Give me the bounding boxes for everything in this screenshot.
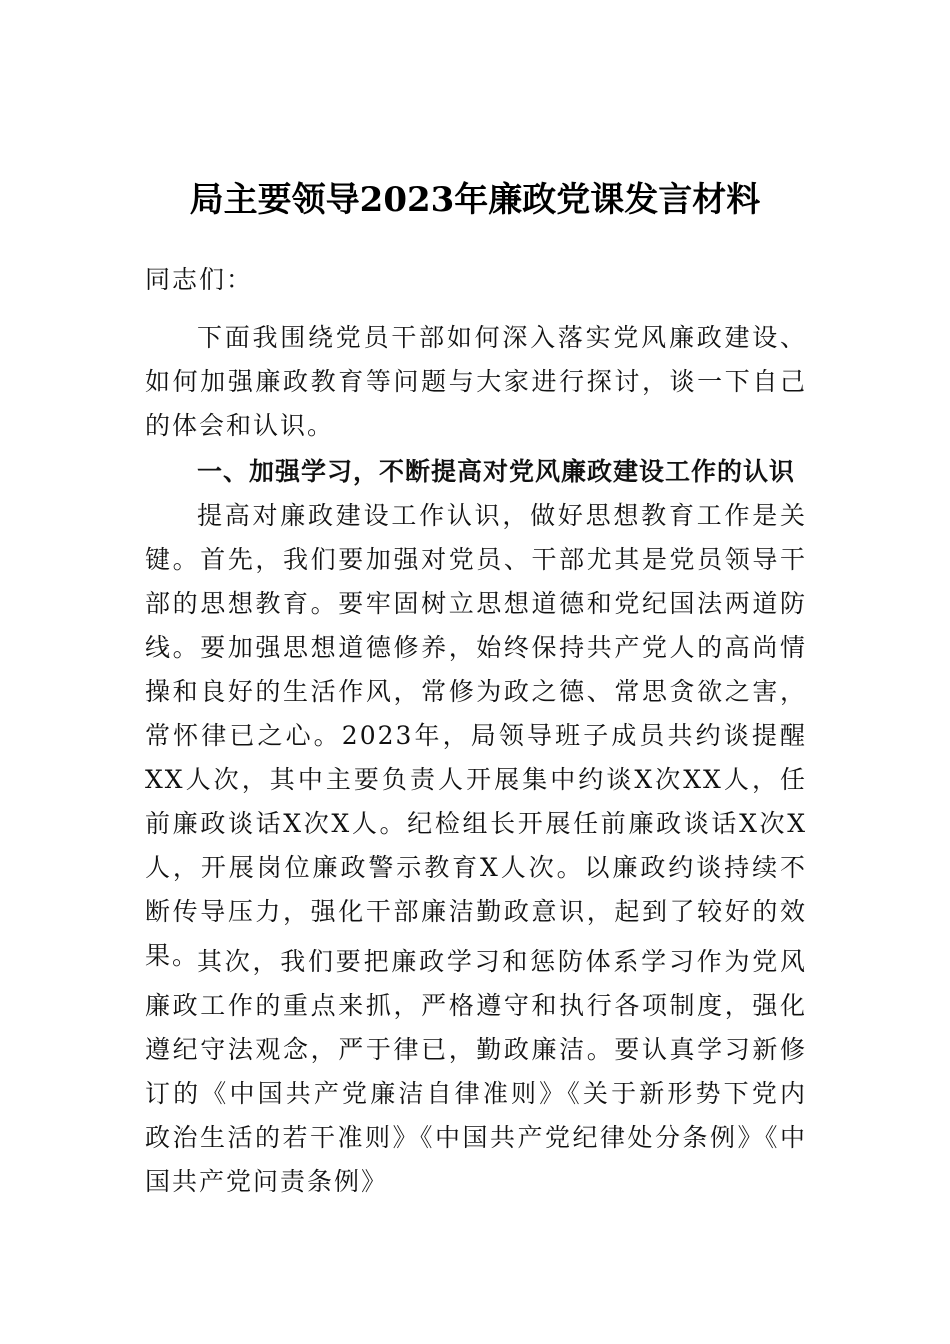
intro-paragraph: 下面我围绕党员干部如何深入落实党风廉政建设、如何加强廉政教育等问题与大家进行探讨，谈一下自己的体会和认识。 (145, 323, 807, 440)
paragraph-1: 提高对廉政建设工作认识，做好思想教育工作是关键。首先，我们要加强对党员、干部尤其是党员领导干部的思想教育。要牢固树立思想道德和党纪国法两道防线。要加强思想道德修养，始终保持共产党人的高尚情操和良好的生活作风，常修为政之德、常思贪欲之害，常怀律已之心。2023年，局领导班子成员共约谈提醒XX人次，其中主要负责人开展集中约谈X次XX人，任前廉政谈话X次X人。纪检组长开展任前廉政谈话X次X人，开展岗位廉政警示教育X人次。以廉政约谈持续不断传导压力，强化干部廉洁勤政意识，起到了较好的效果。 (145, 501, 807, 970)
salutation: 同志们： (145, 265, 254, 294)
paragraph-2: 其次，我们要把廉政学习和惩防体系学习作为党风廉政工作的重点来抓，严格遵守和执行各项制度，强化遵纪守法观念，严于律已，勤政廉洁。要认真学习新修订的《中国共产党廉洁自律准则》《关于新形势下党内政治生活的若干准则》《中国共产党纪律处分条例》《中国共产党问责条例》 (145, 947, 807, 1196)
document-title: 局主要领导2023年廉政党课发言材料 (189, 180, 761, 220)
section-heading: 一、加强学习，不断提高对党风廉政建设工作的认识 (197, 457, 796, 486)
